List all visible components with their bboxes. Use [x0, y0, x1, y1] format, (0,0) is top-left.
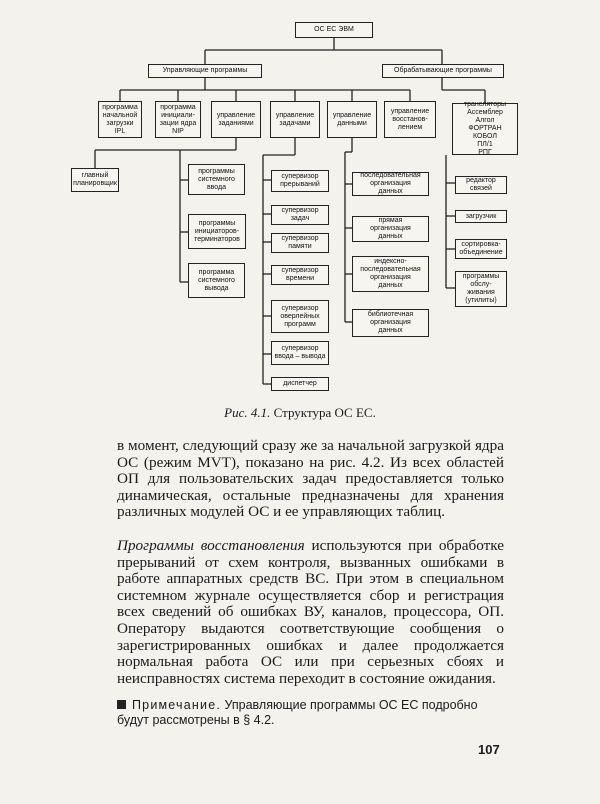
system-output-box: программа системного вывода — [188, 263, 245, 298]
overlay-supervisor-box: супервизор оверлейных программ — [271, 300, 329, 333]
direct-organization-box: прямая организация данных — [352, 216, 429, 242]
paragraph-2 — [117, 538, 504, 687]
sequential-organization-box: последовательная организация данных — [352, 172, 429, 196]
control-programs-box: Управляющие программы — [148, 64, 262, 78]
ipl-box: программа начальной загрузки IPL — [98, 101, 142, 138]
note-bullet-icon — [117, 700, 126, 709]
recovery-programs-term: Программы восстановления — [117, 537, 305, 554]
page-number: 107 — [478, 742, 500, 757]
diagram-root-box: ОС ЕС ЭВМ — [295, 22, 373, 38]
figure-caption — [0, 405, 600, 421]
note — [117, 698, 504, 728]
job-management-box: управление заданиями — [211, 101, 261, 138]
recovery-management-box: управление восстанов- лением — [384, 101, 436, 138]
note-label: Примечание. — [132, 698, 222, 712]
initiator-terminator-box: программы инициаторов- терминаторов — [188, 214, 246, 249]
diagram-connectors — [0, 0, 600, 400]
data-management-box: управление данными — [327, 101, 377, 138]
indexed-sequential-box: индексно- последовательная организация данных — [352, 256, 429, 292]
dispatcher-box: диспетчер — [271, 377, 329, 391]
paragraph-2-text: используются при обработке прерываний от схем контроля, вызванных ошибками в работе аппаратных средств ВС. При этом в специальном системном журнале осуществляется сбор и регистрация всех сведений об ошибках ВУ, каналов, процессора, ОП. Оператору выдаются соответствующие сообщения о зарегистрированных ошибках и далее продолжается нормальная работа ОС или при серьезных сбоях и неисправностях система переходит в состояние ожидания. — [117, 537, 504, 687]
sort-merge-box: сортировка- объединение — [455, 239, 507, 259]
translators-box: трансляторы Ассемблер Алгол ФОРТРАН КОБОЛ ПЛ/1 РПГ — [452, 103, 518, 155]
caption-title: Структура ОС ЕС. — [273, 405, 376, 420]
library-organization-box: библиотечная организация данных — [352, 309, 429, 337]
master-scheduler-box: главный планировщик — [71, 168, 119, 192]
io-supervisor-box: супервизор ввода – вывода — [271, 341, 329, 365]
timer-supervisor-box: супервизор времени — [271, 265, 329, 285]
processing-programs-box: Обрабатывающие программы — [382, 64, 504, 78]
memory-supervisor-box: супервизор памяти — [271, 233, 329, 253]
task-management-box: управление задачами — [270, 101, 320, 138]
system-input-box: программы системного ввода — [188, 164, 245, 195]
caption-label: Рис. 4.1. — [224, 405, 271, 420]
os-structure-diagram — [0, 0, 600, 400]
interrupt-supervisor-box: супервизор прерываний — [271, 170, 329, 192]
loader-box: загрузчик — [455, 210, 507, 223]
linkage-editor-box: редактор связей — [455, 176, 507, 194]
task-supervisor-box: супервизор задач — [271, 205, 329, 225]
nip-box: программа инициали- зации ядра NIP — [155, 101, 201, 138]
utilities-box: программы обслу- живания (утилиты) — [455, 271, 507, 307]
note-text: Управляющие программы ОС ЕС подробно будут рассмотрены в § 4.2. — [117, 698, 478, 727]
paragraph-1: в момент, следующий сразу же за начальной загрузкой ядра ОС (режим MVT), показано на рис. 4.2. Из всех областей ОП для пользовательских задач предоставляется только динамическая, остальные предназначены для хранения различных модулей ОС и ее управляющих таблиц. — [117, 437, 504, 521]
